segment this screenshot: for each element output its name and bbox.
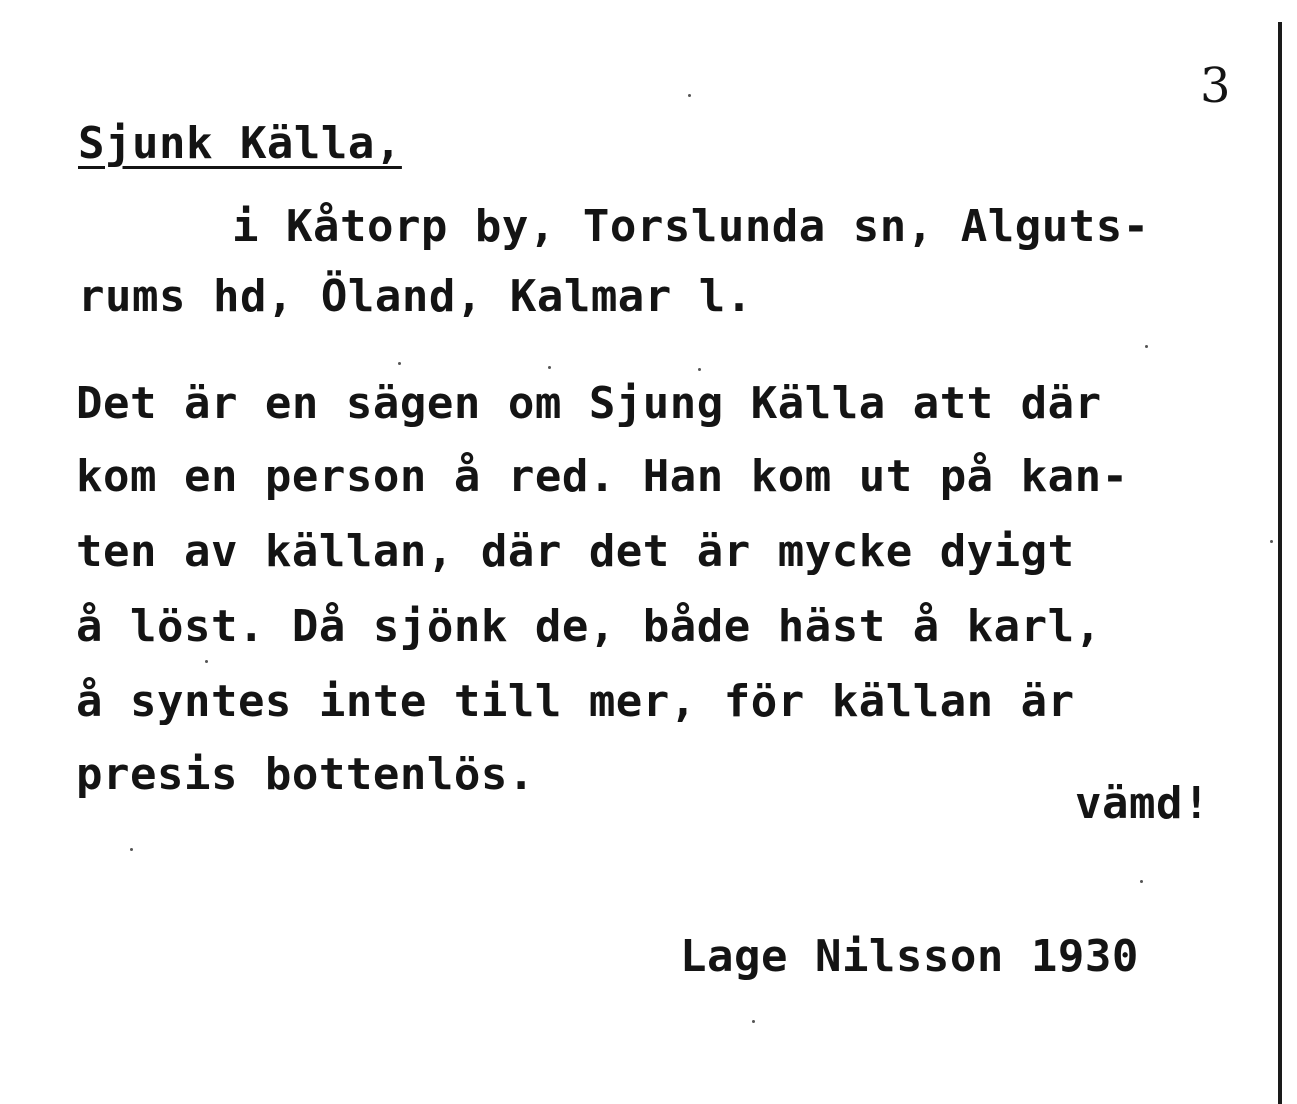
body-line-3: ten av källan, där det är mycke dyigt	[76, 526, 1075, 577]
scan-speck	[130, 848, 133, 851]
scan-speck	[752, 1020, 755, 1023]
scan-speck	[688, 94, 691, 97]
scan-speck	[1140, 880, 1143, 883]
scan-speck	[1270, 540, 1273, 543]
card-edge-line	[1278, 22, 1282, 1104]
scan-speck	[398, 362, 401, 365]
scan-speck	[205, 660, 208, 663]
body-line-4: å löst. Då sjönk de, både häst å karl,	[76, 601, 1102, 652]
card-title: Sjunk Källa,	[78, 118, 402, 169]
page-number: 3	[1200, 58, 1231, 114]
location-line-1: i Kåtorp by, Torslunda sn, Alguts-	[232, 201, 1150, 252]
body-line-6: presis bottenlös.	[76, 749, 535, 800]
body-line-2: kom en person å red. Han kom ut på kan-	[76, 451, 1129, 502]
scan-speck	[698, 368, 701, 371]
body-line-5: å syntes inte till mer, för källan är	[76, 676, 1075, 727]
signature: Lage Nilsson 1930	[680, 931, 1139, 982]
body-line-1: Det är en sägen om Sjung Källa att där	[76, 378, 1102, 429]
location-line-2: rums hd, Öland, Kalmar l.	[78, 271, 753, 322]
scan-speck	[1145, 345, 1148, 348]
marginal-note: vämd!	[1075, 778, 1210, 829]
scan-speck	[548, 366, 551, 369]
